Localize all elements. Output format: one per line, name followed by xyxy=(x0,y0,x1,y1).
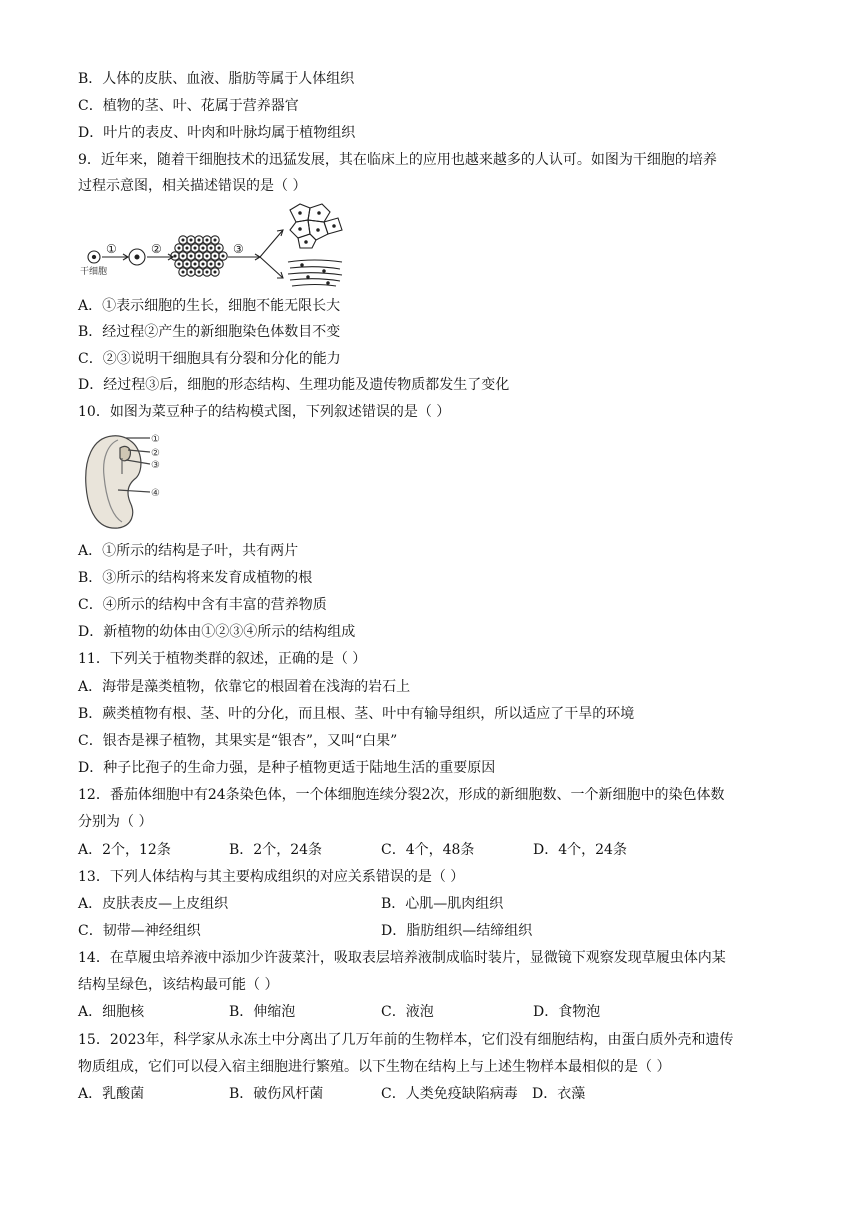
cluster-cell-nucleus xyxy=(206,271,208,273)
muscle-fibers-icon xyxy=(288,260,342,286)
q10-option-a: A．①所示的结构是子叶，共有两片 xyxy=(78,543,299,559)
cluster-cell-nucleus xyxy=(198,271,200,273)
cluster-cell-nucleus xyxy=(218,263,220,265)
cluster-cell-nucleus xyxy=(194,263,196,265)
q8-option-d: D．叶片的表皮、叶肉和叶脉均属于植物组织 xyxy=(78,125,356,141)
seed-label-1: ① xyxy=(151,434,160,445)
q9-stem-line-1: 9．近年来，随着干细胞技术的迅猛发展，其在临床上的应用也越来越多的人认可。如图为干细胞的培养 xyxy=(78,152,717,168)
q12-option-a: A．2个，12条 xyxy=(78,842,171,858)
cluster-cell-nucleus xyxy=(214,255,216,257)
cluster-cell-nucleus xyxy=(178,247,180,249)
q12-option-b: B．2个，24条 xyxy=(229,842,323,858)
cluster-cell-nucleus xyxy=(182,239,184,241)
differentiated-cells-icon xyxy=(290,204,342,248)
q9-option-a: A．①表示细胞的生长，细胞不能无限长大 xyxy=(78,298,341,314)
cell-cluster-icon xyxy=(171,236,227,276)
q12-option-c: C．4个，48条 xyxy=(381,842,475,858)
cluster-cell-nucleus xyxy=(190,271,192,273)
q11-stem: 11．下列关于植物类群的叙述，正确的是（ ） xyxy=(78,651,367,667)
q13-option-b: B．心肌—肌肉组织 xyxy=(381,896,504,912)
q11-option-b: B．蕨类植物有根、茎、叶的分化，而且根、茎、叶中有输导组织，所以适应了干旱的环境 xyxy=(78,706,635,722)
q12-stem-line-2: 分别为（ ） xyxy=(78,814,153,830)
q14-option-c: C．液泡 xyxy=(381,1004,434,1020)
q9-option-b: B．经过程②产生的新细胞染色体数目不变 xyxy=(78,324,341,340)
cluster-cell-nucleus xyxy=(198,239,200,241)
cluster-cell-nucleus xyxy=(186,263,188,265)
process-2-marker: ② xyxy=(151,242,162,256)
q14-stem-line-2: 结构呈绿色，该结构最可能（ ） xyxy=(78,977,279,993)
cluster-cell-nucleus xyxy=(214,239,216,241)
q11-option-c: C．银杏是裸子植物，其果实是“银杏”，又叫“白果” xyxy=(78,733,398,749)
q14-option-d: D．食物泡 xyxy=(533,1004,601,1020)
seed-coat-outline xyxy=(86,436,141,528)
stem-cell-label: 干细胞 xyxy=(80,267,108,277)
q14-option-b: B．伸缩泡 xyxy=(229,1004,296,1020)
seed-label-4: ④ xyxy=(151,488,160,499)
cluster-cell-nucleus xyxy=(202,263,204,265)
q13-stem: 13．下列人体结构与其主要构成组织的对应关系错误的是（ ） xyxy=(78,869,465,885)
q8-option-c: C．植物的茎、叶、花属于营养器官 xyxy=(78,98,299,114)
seed-label-3: ③ xyxy=(151,460,160,471)
q11-option-a: A．海带是藻类植物，依靠它的根固着在浅海的岩石上 xyxy=(78,679,411,695)
stem-cell-culture-diagram xyxy=(78,198,348,292)
q9-stem-line-2: 过程示意图，相关描述错误的是（ ） xyxy=(78,178,307,194)
cluster-cell-nucleus xyxy=(194,247,196,249)
cluster-cell-nucleus xyxy=(182,255,184,257)
cluster-cell-nucleus xyxy=(186,247,188,249)
process-3-marker: ③ xyxy=(233,242,244,256)
q12-option-d: D．4个，24条 xyxy=(533,842,627,858)
q12-stem-line-1: 12．番茄体细胞中有24条染色体，一个体细胞连续分裂2次，形成的新细胞数、一个新细胞中的染色体数 xyxy=(78,787,725,803)
cluster-cell-nucleus xyxy=(218,247,220,249)
q14-option-a: A．细胞核 xyxy=(78,1004,145,1020)
cluster-cell-nucleus xyxy=(202,247,204,249)
seed-label-2: ② xyxy=(151,448,160,459)
q13-option-c: C．韧带—神经组织 xyxy=(78,923,201,939)
q8-option-b: B．人体的皮肤、血液、脂肪等属于人体组织 xyxy=(78,71,355,87)
cluster-cell-nucleus xyxy=(206,239,208,241)
cluster-cell-nucleus xyxy=(198,255,200,257)
q15-stem-line-2: 物质组成，它们可以侵入宿主细胞进行繁殖。以下生物在结构上与上述生物样本最相似的是（ ） xyxy=(78,1059,671,1075)
q15-stem-line-1: 15．2023年，科学家从永冻土中分离出了几万年前的生物样本，它们没有细胞结构，由蛋白质外壳和遗传 xyxy=(78,1032,734,1048)
cluster-cell-nucleus xyxy=(174,255,176,257)
q11-option-d: D．种子比孢子的生命力强，是种子植物更适于陆地生活的重要原因 xyxy=(78,760,496,776)
q15-option-b: B．破伤风杆菌 xyxy=(229,1086,324,1102)
cluster-cell-nucleus xyxy=(182,271,184,273)
q15-option-c: C．人类免疫缺陷病毒 xyxy=(381,1086,518,1102)
cluster-cell-nucleus xyxy=(190,255,192,257)
q15-option-a: A．乳酸菌 xyxy=(78,1086,145,1102)
cluster-cell-nucleus xyxy=(190,239,192,241)
cluster-cell-nucleus xyxy=(210,247,212,249)
cluster-cell-nucleus xyxy=(222,255,224,257)
q9-option-c: C．②③说明干细胞具有分裂和分化的能力 xyxy=(78,351,341,367)
q15-option-d: D．衣藻 xyxy=(532,1086,586,1102)
process-1-marker: ① xyxy=(106,242,117,256)
q10-option-b: B．③所示的结构将来发育成植物的根 xyxy=(78,570,313,586)
q13-option-a: A．皮肤表皮—上皮组织 xyxy=(78,896,229,912)
cluster-cell-nucleus xyxy=(178,263,180,265)
cluster-cell-nucleus xyxy=(214,271,216,273)
q10-stem: 10．如图为菜豆种子的结构模式图，下列叙述错误的是（ ） xyxy=(78,404,451,420)
bean-seed-diagram xyxy=(78,428,178,534)
q10-option-c: C．④所示的结构中含有丰富的营养物质 xyxy=(78,597,327,613)
q13-option-d: D．脂肪组织—结缔组织 xyxy=(381,923,533,939)
q14-stem-line-1: 14．在草履虫培养液中添加少许菠菜汁，吸取表层培养液制成临时装片，显微镜下观察发现草履虫体内某 xyxy=(78,950,726,966)
q9-option-d: D．经过程③后，细胞的形态结构、生理功能及遗传物质都发生了变化 xyxy=(78,377,510,393)
cluster-cell-nucleus xyxy=(206,255,208,257)
cluster-cell-nucleus xyxy=(210,263,212,265)
q10-option-d: D．新植物的幼体由①②③④所示的结构组成 xyxy=(78,624,356,640)
